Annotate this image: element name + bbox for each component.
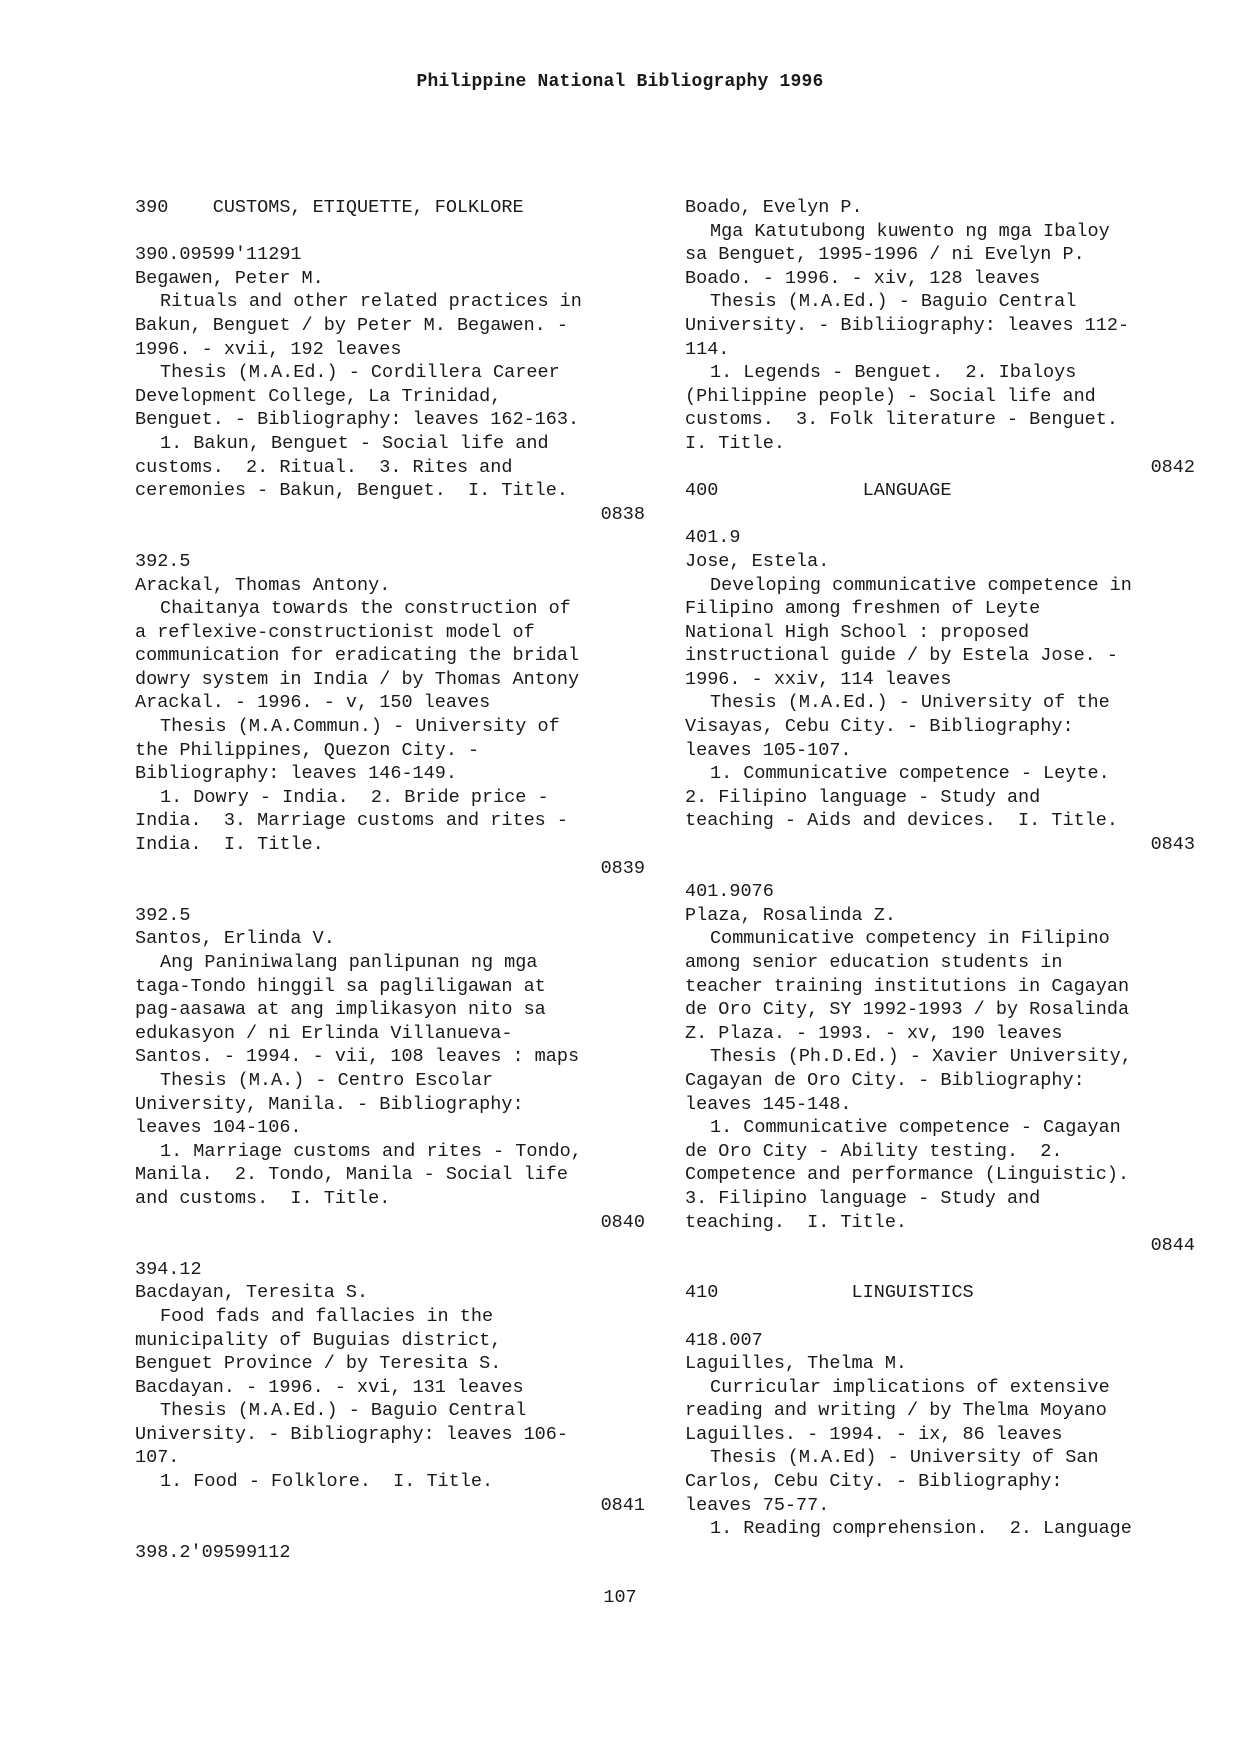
title-line: Chaitanya towards the construction of: [160, 598, 571, 620]
title-line: reading and writing / by Thelma Moyano: [685, 1400, 1107, 1422]
author: Santos, Erlinda V.: [135, 928, 335, 950]
subject-line: de Oro City - Ability testing. 2.: [685, 1140, 1063, 1162]
note-line: 107.: [135, 1447, 180, 1469]
title-line: a reflexive-constructionist model of: [135, 621, 535, 643]
subject-line: teaching - Aids and devices. I. Title.: [685, 810, 1118, 832]
entry-number: 0844: [1150, 1235, 1195, 1257]
note-line: Carlos, Cebu City. - Bibliography:: [685, 1471, 1063, 1493]
subject-line: 3. Filipino language - Study and: [685, 1187, 1041, 1209]
subject-line: 1. Marriage customs and rites - Tondo,: [160, 1140, 582, 1162]
subject-line: teaching. I. Title.: [685, 1211, 908, 1233]
subject-line: 1. Food - Folklore. I. Title.: [160, 1471, 494, 1493]
title-line: Laguilles. - 1994. - ix, 86 leaves: [685, 1423, 1063, 1445]
title-line: Bakun, Benguet / by Peter M. Begawen. -: [135, 314, 568, 336]
title-line: dowry system in India / by Thomas Antony: [135, 668, 580, 690]
note-line: Visayas, Cebu City. - Bibliography:: [685, 716, 1074, 738]
class-number: 392.5: [135, 550, 191, 572]
entry-number: 0842: [1150, 456, 1195, 478]
class-number: 401.9076: [685, 881, 774, 903]
subject-line: customs. 3. Folk literature - Benguet.: [685, 409, 1118, 431]
subject-line: I. Title.: [685, 432, 785, 454]
catalog-entry: [685, 880, 1195, 1258]
section-heading: 400 LANGUAGE: [685, 480, 952, 502]
author: Plaza, Rosalinda Z.: [685, 904, 896, 926]
class-number: 398.2'09599112: [135, 1541, 291, 1563]
subject-line: and customs. I. Title.: [135, 1187, 391, 1209]
title-line: Filipino among freshmen of Leyte: [685, 598, 1041, 620]
left-column: [135, 196, 645, 1564]
subject-line: 1. Reading comprehension. 2. Language: [710, 1518, 1132, 1540]
title-line: sa Benguet, 1995-1996 / ni Evelyn P.: [685, 244, 1085, 266]
class-number: 394.12: [135, 1258, 202, 1280]
subject-line: 1. Dowry - India. 2. Bride price -: [160, 786, 549, 808]
class-number: 390.09599'11291: [135, 244, 302, 266]
note-line: Thesis (M.A.Ed.) - Cordillera Career: [160, 362, 560, 384]
title-line: Developing communicative competence in: [710, 574, 1132, 596]
subject-line: 2. Filipino language - Study and: [685, 786, 1041, 808]
entry-number: 0838: [600, 503, 645, 525]
class-number: 392.5: [135, 904, 191, 926]
title-line: Mga Katutubong kuwento ng mga Ibaloy: [710, 220, 1110, 242]
entry-number: 0841: [600, 1494, 645, 1516]
note-line: Thesis (M.A.) - Centro Escolar: [160, 1069, 494, 1091]
title-line: communication for eradicating the bridal: [135, 645, 580, 667]
title-line: 1996. - xvii, 192 leaves: [135, 338, 402, 360]
catalog-entry: [685, 1329, 1195, 1541]
subject-line: 1. Communicative competence - Cagayan: [710, 1117, 1121, 1139]
note-line: 114.: [685, 338, 730, 360]
subject-line: 1. Bakun, Benguet - Social life and: [160, 432, 549, 454]
note-line: leaves 104-106.: [135, 1117, 302, 1139]
right-column: [685, 196, 1195, 1541]
subject-line: India. 3. Marriage customs and rites -: [135, 810, 568, 832]
note-line: Bibliography: leaves 146-149.: [135, 763, 457, 785]
subject-line: India. I. Title.: [135, 834, 324, 856]
subject-line: 1. Communicative competence - Leyte.: [710, 763, 1110, 785]
author: Jose, Estela.: [685, 550, 830, 572]
author: Arackal, Thomas Antony.: [135, 574, 391, 596]
title-line: taga-Tondo hinggil sa pagliligawan at: [135, 975, 546, 997]
title-line: pag-aasawa at ang implikasyon nito sa: [135, 999, 546, 1021]
title-line: Bacdayan. - 1996. - xvi, 131 leaves: [135, 1376, 524, 1398]
title-line: Arackal. - 1996. - v, 150 leaves: [135, 692, 491, 714]
page-number: 107: [603, 1587, 637, 1608]
title-line: instructional guide / by Estela Jose. -: [685, 645, 1118, 667]
author: Bacdayan, Teresita S.: [135, 1282, 369, 1304]
author: Begawen, Peter M.: [135, 267, 324, 289]
note-line: University. - Bibliiography: leaves 112-: [685, 314, 1130, 336]
title-line: Rituals and other related practices in: [160, 291, 582, 313]
title-line: Curricular implications of extensive: [710, 1376, 1110, 1398]
title-line: Communicative competency in Filipino: [710, 928, 1110, 950]
catalog-entry: [135, 243, 645, 526]
class-number: 401.9: [685, 527, 741, 549]
title-line: Benguet Province / by Teresita S.: [135, 1353, 502, 1375]
page-title: Philippine National Bibliography 1996: [416, 72, 824, 92]
entry-number: 0839: [600, 857, 645, 879]
catalog-entry: [135, 1258, 645, 1518]
note-line: University. - Bibliography: leaves 106-: [135, 1423, 568, 1445]
note-line: Thesis (M.A.Ed) - University of San: [710, 1447, 1099, 1469]
title-line: de Oro City, SY 1992-1993 / by Rosalinda: [685, 999, 1130, 1021]
author: Boado, Evelyn P.: [685, 197, 863, 218]
note-line: the Philippines, Quezon City. -: [135, 739, 480, 761]
catalog-entry: [135, 904, 645, 1234]
note-line: Thesis (M.A.Commun.) - University of: [160, 716, 560, 738]
title-line: Santos. - 1994. - vii, 108 leaves : maps: [135, 1046, 580, 1068]
note-line: leaves 75-77.: [685, 1494, 830, 1516]
title-line: Boado. - 1996. - xiv, 128 leaves: [685, 267, 1041, 289]
note-line: Cagayan de Oro City. - Bibliography:: [685, 1069, 1085, 1091]
note-line: leaves 105-107.: [685, 739, 852, 761]
note-line: leaves 145-148.: [685, 1093, 852, 1115]
author: Laguilles, Thelma M.: [685, 1353, 908, 1375]
title-line: edukasyon / ni Erlinda Villanueva-: [135, 1022, 513, 1044]
subject-line: Manila. 2. Tondo, Manila - Social life: [135, 1164, 568, 1186]
catalog-entry: [685, 526, 1195, 856]
subject-line: Competence and performance (Linguistic).: [685, 1164, 1130, 1186]
note-line: Benguet. - Bibliography: leaves 162-163.: [135, 409, 580, 431]
note-line: Thesis (M.A.Ed.) - University of the: [710, 692, 1110, 714]
note-line: University, Manila. - Bibliography:: [135, 1093, 524, 1115]
catalog-entry: [135, 550, 645, 880]
subject-line: (Philippine people) - Social life and: [685, 385, 1096, 407]
title-line: Z. Plaza. - 1993. - xv, 190 leaves: [685, 1022, 1063, 1044]
title-line: municipality of Buguias district,: [135, 1329, 502, 1351]
title-line: teacher training institutions in Cagayan: [685, 975, 1130, 997]
subject-line: ceremonies - Bakun, Benguet. I. Title.: [135, 480, 568, 502]
entry-number: 0840: [600, 1211, 645, 1233]
note-line: Development College, La Trinidad,: [135, 385, 502, 407]
title-line: Food fads and fallacies in the: [160, 1305, 494, 1327]
title-line: 1996. - xxiv, 114 leaves: [685, 668, 952, 690]
section-heading: 410 LINGUISTICS: [685, 1282, 974, 1304]
subject-line: 1. Legends - Benguet. 2. Ibaloys: [710, 362, 1077, 384]
note-line: Thesis (M.A.Ed.) - Baguio Central: [710, 291, 1077, 313]
note-line: Thesis (Ph.D.Ed.) - Xavier University,: [710, 1046, 1132, 1068]
subject-line: customs. 2. Ritual. 3. Rites and: [135, 456, 513, 478]
catalog-entry: [685, 196, 1195, 479]
title-line: Ang Paniniwalang panlipunan ng mga: [160, 952, 538, 973]
note-line: Thesis (M.A.Ed.) - Baguio Central: [160, 1400, 527, 1422]
title-line: among senior education students in: [685, 952, 1063, 973]
class-number: 418.007: [685, 1329, 763, 1351]
title-line: National High School : proposed: [685, 621, 1030, 643]
entry-number: 0843: [1150, 834, 1195, 856]
section-heading: 390 CUSTOMS, ETIQUETTE, FOLKLORE: [135, 197, 524, 218]
